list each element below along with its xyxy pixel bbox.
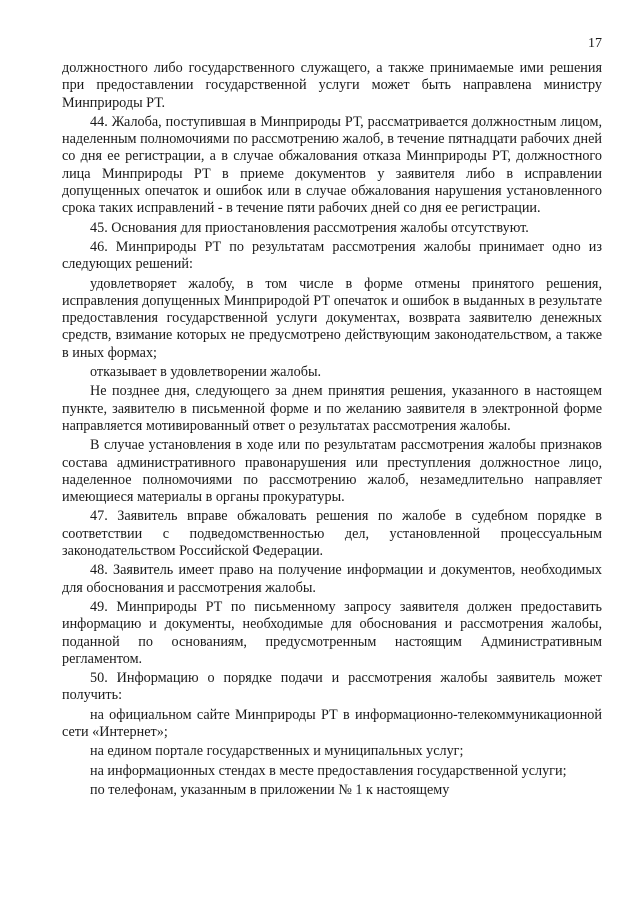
paragraph: должностного либо государственного служащего, а также принимаемые ими решения при предоставлении государственной услуги может быть направлена министру Минприроды РТ. — [62, 60, 602, 111]
paragraph: на информационных стендах в месте предоставления государственной услуги; — [90, 762, 567, 779]
paragraph: на официальном сайте Минприроды РТ в информационно-телекоммуникационной сети «Интернет»; — [62, 706, 602, 740]
paragraph: 47. Заявитель вправе обжаловать решения по жалобе в судебном порядке в соответствии с подведомственностью дел, установленной процессуальным законодательством Российской Федерации. — [62, 508, 602, 560]
paragraph: удовлетворяет жалобу, в том числе в форме отмены принятого решения, исправления допущенных Минприродой РТ опечаток и ошибок в выданных в результате предоставления государственной услуги документах, возврата заявителю денежных средств, взимание которых не предусмотрено действующим законодательством, а также в иных формах; — [62, 275, 602, 361]
paragraph: 45. Основания для приостановления рассмотрения жалобы отсутствуют. — [90, 219, 529, 236]
paragraph: 49. Минприроды РТ по письменному запросу заявителя должен предоставить информацию и документы, необходимые для обоснования и рассмотрения жалобы, поданной по основаниям, предусмотренным настоящим Административным регламентом. — [62, 598, 602, 667]
paragraph: 50. Информацию о порядке подачи и рассмотрения жалобы заявитель может получить: — [62, 670, 602, 704]
paragraph: на едином портале государственных и муниципальных услуг; — [90, 743, 464, 760]
paragraph: В случае установления в ходе или по результатам рассмотрения жалобы признаков состава административного правонарушения или преступления должностное лицо, наделенное полномочиями по рассмотрению жалоб, незамедлительно направляет имеющиеся материалы в органы прокуратуры. — [62, 437, 602, 506]
page-number: 17 — [588, 36, 602, 51]
paragraph: 48. Заявитель имеет право на получение информации и документов, необходимых для обоснования и рассмотрения жалобы. — [62, 562, 602, 596]
paragraph: по телефонам, указанным в приложении № 1 к настоящему — [90, 781, 450, 798]
document-body — [62, 60, 602, 801]
paragraph: отказывает в удовлетворении жалобы. — [90, 364, 322, 381]
paragraph: 44. Жалоба, поступившая в Минприроды РТ, рассматривается должностным лицом, наделенным полномочиями по рассмотрению жалоб, в течение пятнадцати рабочих дней со дня ее регистрации, а в случае обжалования отказа Минприроды РТ, должностного лица Минприроды РТ в приеме документов у заявителя либо в исправлении допущенных опечаток и ошибок или в случае обжалования нарушения установленного срока таких исправлений - в течение пяти рабочих дней со дня ее регистрации. — [62, 113, 602, 217]
paragraph: 46. Минприроды РТ по результатам рассмотрения жалобы принимает одно из следующих решений: — [62, 238, 602, 273]
paragraph: Не позднее дня, следующего за днем принятия решения, указанного в настоящем пункте, заявителю в письменной форме и по желанию заявителя в электронной форме направляется мотивированный ответ о результатах рассмотрения жалобы. — [62, 383, 602, 434]
